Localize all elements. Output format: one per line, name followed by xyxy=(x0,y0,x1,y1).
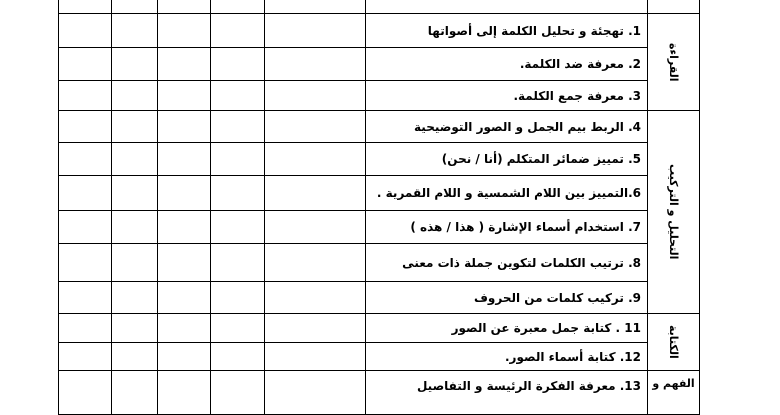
score-cell xyxy=(210,110,265,143)
category-reading-label: القراءة xyxy=(667,42,680,82)
score-cell xyxy=(111,313,158,343)
score-cell xyxy=(264,313,366,343)
score-cell xyxy=(111,47,158,81)
score-cell xyxy=(58,175,112,211)
score-cell xyxy=(210,342,265,371)
score-cell xyxy=(264,281,366,314)
score-cell xyxy=(264,13,366,48)
score-cell xyxy=(157,243,211,282)
score-cell xyxy=(111,13,158,48)
header-cell xyxy=(58,0,112,14)
score-cell xyxy=(210,142,265,176)
score-cell xyxy=(111,210,158,244)
criterion-2: 2. معرفة ضد الكلمة. xyxy=(365,47,648,81)
score-cell xyxy=(264,342,366,371)
score-cell xyxy=(111,342,158,371)
score-cell xyxy=(210,13,265,48)
header-cell xyxy=(111,0,158,14)
score-cell xyxy=(157,210,211,244)
criterion-12: 12. كتابة أسماء الصور. xyxy=(365,342,648,371)
score-cell xyxy=(111,175,158,211)
criterion-3: 3. معرفة جمع الكلمة. xyxy=(365,80,648,111)
header-cell xyxy=(647,0,700,14)
score-cell xyxy=(111,281,158,314)
score-cell xyxy=(111,80,158,111)
header-cell xyxy=(157,0,211,14)
score-cell xyxy=(157,313,211,343)
header-cell xyxy=(264,0,366,14)
criterion-8: 8. ترتيب الكلمات لتكوين جملة ذات معنى xyxy=(365,243,648,282)
criterion-13: 13. معرفة الفكرة الرئيسة و التفاصيل xyxy=(365,370,648,415)
score-cell xyxy=(58,342,112,371)
score-cell xyxy=(157,80,211,111)
category-analysis-synthesis-label: التحليل و التركيب xyxy=(667,164,680,260)
category-reading xyxy=(647,13,700,111)
category-analysis-synthesis xyxy=(647,110,700,314)
score-cell xyxy=(157,47,211,81)
score-cell xyxy=(157,370,211,415)
criterion-1: 1. تهجئة و تحليل الكلمة إلى أصواتها xyxy=(365,13,648,48)
score-cell xyxy=(210,175,265,211)
criterion-4: 4. الربط بيم الجمل و الصور التوضيحية xyxy=(365,110,648,143)
score-cell xyxy=(58,281,112,314)
score-cell xyxy=(264,175,366,211)
score-cell xyxy=(58,313,112,343)
criterion-9: 9. تركيب كلمات من الحروف xyxy=(365,281,648,314)
score-cell xyxy=(264,370,366,415)
criterion-6: 6.التمييز بين اللام الشمسية و اللام القمرية . xyxy=(365,175,648,211)
score-cell xyxy=(111,142,158,176)
header-cell xyxy=(210,0,265,14)
score-cell xyxy=(264,243,366,282)
criterion-11: 11 . كتابة جمل معبرة عن الصور xyxy=(365,313,648,343)
score-cell xyxy=(210,370,265,415)
score-cell xyxy=(210,243,265,282)
score-cell xyxy=(58,110,112,143)
category-comprehension xyxy=(647,370,700,415)
score-cell xyxy=(264,110,366,143)
category-comprehension-label: الفهم و xyxy=(652,377,695,390)
score-cell xyxy=(111,110,158,143)
score-cell xyxy=(210,210,265,244)
score-cell xyxy=(58,243,112,282)
score-cell xyxy=(58,142,112,176)
score-cell xyxy=(210,281,265,314)
score-cell xyxy=(111,370,158,415)
category-writing xyxy=(647,313,700,371)
score-cell xyxy=(264,210,366,244)
score-cell xyxy=(210,80,265,111)
score-cell xyxy=(58,80,112,111)
score-cell xyxy=(58,370,112,415)
score-cell xyxy=(157,142,211,176)
score-cell xyxy=(58,47,112,81)
score-cell xyxy=(264,142,366,176)
header-cell xyxy=(365,0,648,14)
score-cell xyxy=(157,175,211,211)
score-cell xyxy=(157,13,211,48)
score-cell xyxy=(157,110,211,143)
evaluation-table xyxy=(58,0,700,405)
score-cell xyxy=(157,342,211,371)
score-cell xyxy=(264,47,366,81)
criterion-7: 7. استخدام أسماء الإشارة ( هذا / هذه ) xyxy=(365,210,648,244)
score-cell xyxy=(210,313,265,343)
score-cell xyxy=(157,281,211,314)
score-cell xyxy=(210,47,265,81)
score-cell xyxy=(58,13,112,48)
criterion-5: 5. تمييز ضمائر المتكلم (أنا / نحن) xyxy=(365,142,648,176)
score-cell xyxy=(264,80,366,111)
category-writing-label: الكتابة xyxy=(667,325,680,359)
score-cell xyxy=(111,243,158,282)
score-cell xyxy=(58,210,112,244)
